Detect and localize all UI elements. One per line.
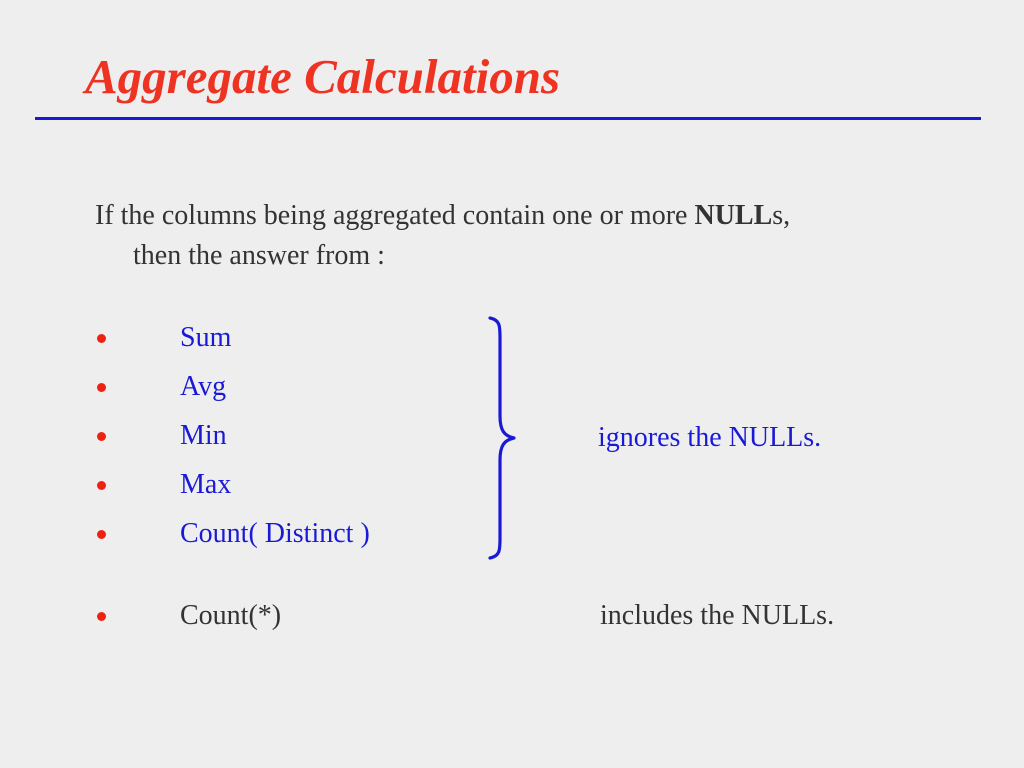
intro-null-bold: NULL [694, 200, 773, 231]
intro-line-1-suffix: s, [772, 200, 791, 231]
bullet-icon [97, 481, 106, 490]
intro-line-1 [95, 196, 975, 236]
intro-line-2: then the answer from : [133, 240, 385, 271]
bullet-icon [97, 432, 106, 441]
includes-nulls-note: includes the NULLs. [600, 600, 835, 631]
function-avg: Avg [180, 371, 227, 402]
intro-line-1-text: If the columns being aggregated contain one or more [95, 200, 695, 231]
function-max: Max [180, 469, 232, 500]
ignores-nulls-note: ignores the NULLs. [598, 422, 822, 453]
function-count-star: Count(*) [180, 600, 282, 631]
bullet-icon [97, 612, 106, 621]
title-underline [35, 117, 981, 120]
right-brace-icon [486, 316, 520, 560]
function-count-distinct: Count( Distinct ) [180, 518, 370, 549]
bullet-icon [97, 530, 106, 539]
function-min: Min [180, 420, 227, 451]
slide-title: Aggregate Calculations [85, 49, 561, 104]
bullet-icon [97, 334, 106, 343]
bullet-icon [97, 383, 106, 392]
intro-text [95, 196, 975, 276]
list-item [0, 598, 1024, 634]
function-sum: Sum [180, 322, 232, 353]
